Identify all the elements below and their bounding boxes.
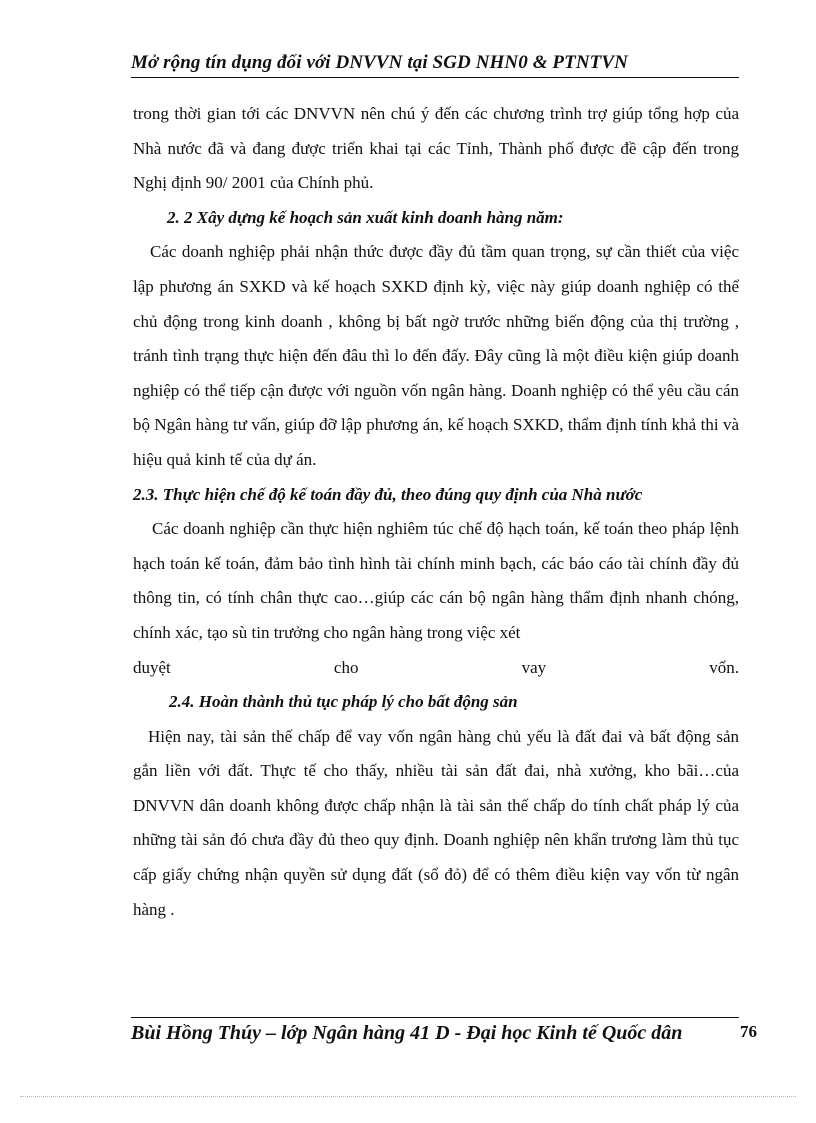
page-bottom-dotted-line <box>20 1096 796 1097</box>
page-number: 76 <box>740 1022 757 1041</box>
spread-word: cho <box>333 657 359 677</box>
section-2-3-heading: 2.3. Thực hiện chế độ kế toán đầy đủ, theo đúng quy định của Nhà nước <box>133 484 643 504</box>
section-2-3-paragraph: Các doanh nghiệp cần thực hiện nghiêm túc chế độ hạch toán, kế toán theo pháp lệnh hạch toán kế toán, đảm bảo tình hình tài chính minh bạch, các báo cáo tài chính đầy đủ thông tin, có tính chân thực cao…giúp các cán bộ ngân hàng thẩm định nhanh chóng, chính xác, tạo sù tin trưởng cho ngân hàng trong việc xét <box>133 519 739 642</box>
spread-word: vốn. <box>709 657 739 677</box>
header-rule <box>131 77 739 78</box>
section-2-4-paragraph: Hiện nay, tài sản thế chấp để vay vốn ngân hàng chủ yếu là đất đai và bất động sản gắn liền với đất. Thực tế cho thấy, nhiều tài sản đất đai, nhà xưởng, kho bãi…của DNVVN dân doanh không được chấp nhận là tài sản thế chấp do tính chất pháp lý của những tài sản đó chưa đầy đủ theo quy định. Doanh nghiệp nên khẩn trương làm thủ tục cấp giấy chứng nhận quyền sử dụng đất (sổ đỏ) để có thêm điều kiện vay vốn từ ngân hàng . <box>133 726 739 919</box>
footer-author: Bùi Hồng Thúy – lớp Ngân hàng 41 D - Đại học Kinh tế Quốc dân <box>131 1022 683 1044</box>
section-2-2-paragraph: Các doanh nghiệp phải nhận thức được đầy đủ tầm quan trọng, sự cần thiết của việc lập phương án SXKD và kế hoạch SXKD định kỳ, việc này giúp doanh nghiệp có thể chủ động trong kinh doanh , không bị bất ngờ trước những biến động của thị trường , tránh tình trạng thực hiện đến đâu thì lo đến đấy. Đây cũng là một điều kiện giúp doanh nghiệp có thể tiếp cận được với nguồn vốn ngân hàng. Doanh nghiệp có thể yêu cầu cán bộ Ngân hàng tư vấn, giúp đỡ lập phương án, kế hoạch SXKD, thẩm định tính khả thi và hiệu quả kinh tế của dự án. <box>133 242 739 469</box>
intro-paragraph: trong thời gian tới các DNVVN nên chú ý đến các chương trình trợ giúp tổng hợp của Nhà nước đã và đang được triển khai tại các Tỉnh, Thành phố được đề cập đến trong Nghị định 90/ 2001 của Chính phủ. <box>133 104 739 193</box>
section-2-2-heading: 2. 2 Xây dựng kế hoạch sản xuất kinh doanh hàng năm: <box>167 207 564 227</box>
spread-word: duyệt <box>133 657 171 677</box>
section-2-3-last-line <box>133 651 739 686</box>
header-title: Mở rộng tín dụng đối với DNVVN tại SGD NHN0 & PTNTVN <box>131 52 628 73</box>
document-body <box>133 97 739 927</box>
section-2-4-heading: 2.4. Hoàn thành thủ tục pháp lý cho bất động sản <box>169 692 518 712</box>
spread-word: vay <box>521 657 547 677</box>
footer-rule <box>131 1017 739 1018</box>
